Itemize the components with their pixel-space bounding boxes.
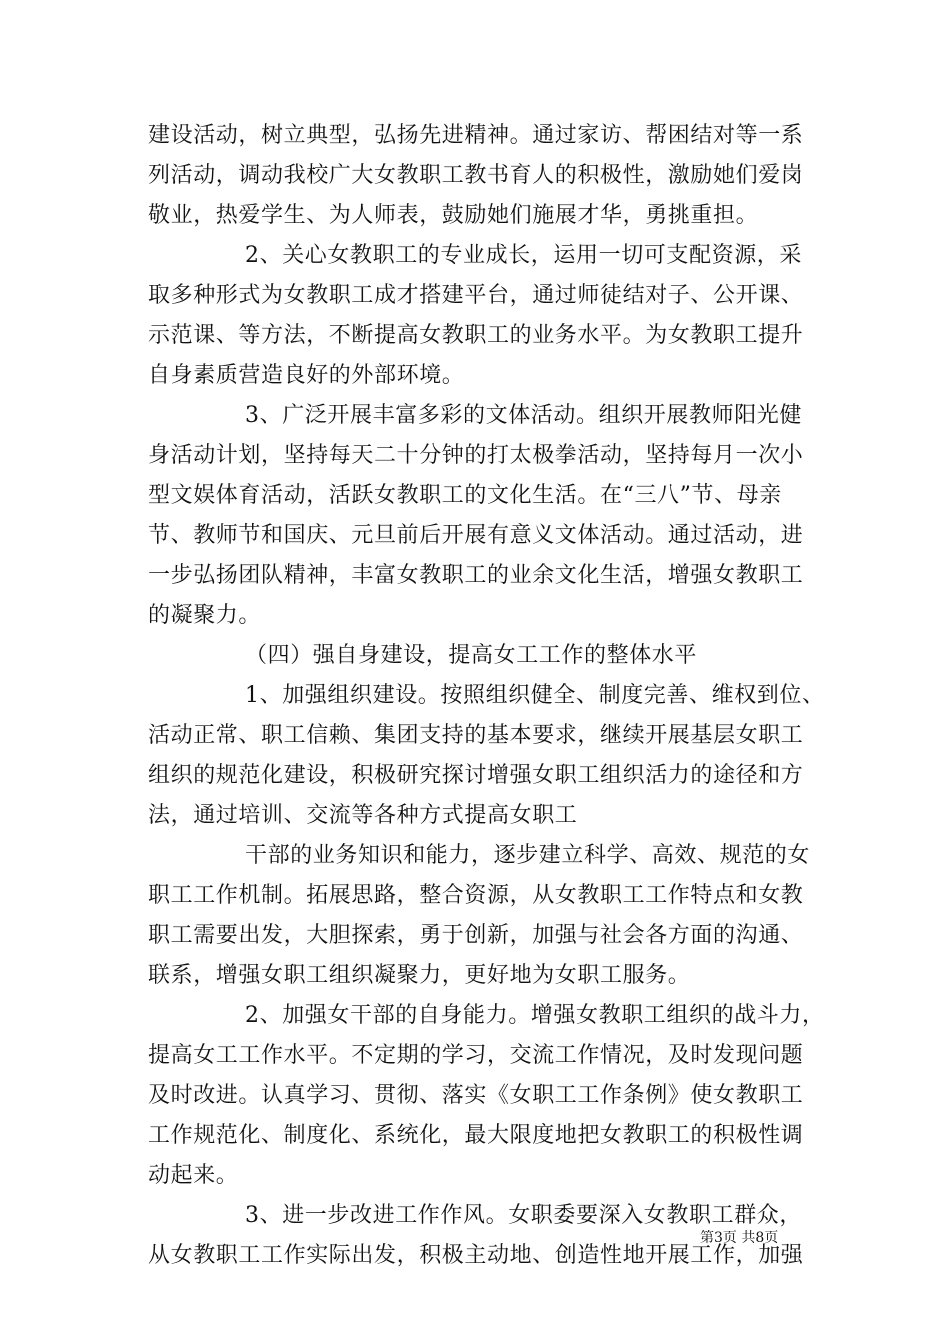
text-line: 活动正常、职工信赖、集团支持的基本要求，继续开展基层女职工 <box>148 723 804 748</box>
text-line: 职工需要出发，大胆探索，勇于创新，加强与社会各方面的沟通、 <box>148 923 804 948</box>
page-number-footer: 第3页 共8页 <box>700 1230 779 1246</box>
text-line: 及时改进。认真学习、贯彻、落实《女职工工作条例》使女教职工 <box>148 1083 804 1108</box>
text-line: 联系，增强女职工组织凝聚力，更好地为女职工服务。 <box>148 963 691 988</box>
text-line: 身活动计划，坚持每天二十分钟的打太极拳活动，坚持每月一次小 <box>148 443 804 468</box>
text-line: 示范课、等方法，不断提高女教职工的业务水平。为女教职工提升 <box>148 323 804 348</box>
text-line: 一步弘扬团队精神，丰富女教职工的业余文化生活，增强女教职工 <box>148 563 804 588</box>
text-line: 3、进一步改进工作作风。女职委要深入女教职工群众， <box>245 1203 802 1228</box>
text-line: 节、教师节和国庆、元旦前后开展有意义文体活动。通过活动，进 <box>148 523 804 548</box>
text-line: 组织的规范化建设，积极研究探讨增强女职工组织活力的途径和方 <box>148 763 804 788</box>
text-line: 列活动，调动我校广大女教职工教书育人的积极性，激励她们爱岗 <box>148 163 804 188</box>
text-line: 法，通过培训、交流等各种方式提高女职工 <box>148 803 578 828</box>
text-line: 建设活动，树立典型，弘扬先进精神。通过家访、帮困结对等一系 <box>148 123 804 148</box>
section-heading: （四）强自身建设，提高女工工作的整体水平 <box>245 643 698 668</box>
text-line: 3、广泛开展丰富多彩的文体活动。组织开展教师阳光健 <box>245 403 802 428</box>
text-line: 动起来。 <box>148 1163 239 1188</box>
text-line: 2、加强女干部的自身能力。增强女教职工组织的战斗力， <box>245 1003 825 1028</box>
text-line: 敬业，热爱学生、为人师表，鼓励她们施展才华，勇挑重担。 <box>148 203 759 228</box>
text-line: 职工工作机制。拓展思路，整合资源，从女教职工工作特点和女教 <box>148 883 804 908</box>
text-line: 工作规范化、制度化、系统化，最大限度地把女教职工的积极性调 <box>148 1123 804 1148</box>
text-line: 取多种形式为女教职工成才搭建平台，通过师徒结对子、公开课、 <box>148 283 804 308</box>
text-line: 的凝聚力。 <box>148 603 262 628</box>
text-line: 提高女工工作水平。不定期的学习，交流工作情况，及时发现问题 <box>148 1043 804 1068</box>
text-line: 1、加强组织建设。按照组织健全、制度完善、维权到位、 <box>245 683 825 708</box>
text-line: 2、关心女教职工的专业成长，运用一切可支配资源，采 <box>245 243 802 268</box>
text-line: 从女教职工工作实际出发，积极主动地、创造性地开展工作，加强 <box>148 1243 804 1268</box>
text-line: 自身素质营造良好的外部环境。 <box>148 363 465 388</box>
text-line: 干部的业务知识和能力，逐步建立科学、高效、规范的女 <box>245 843 811 868</box>
text-line: 型文娱体育活动，活跃女教职工的文化生活。在“三八”节、母亲 <box>148 483 782 508</box>
